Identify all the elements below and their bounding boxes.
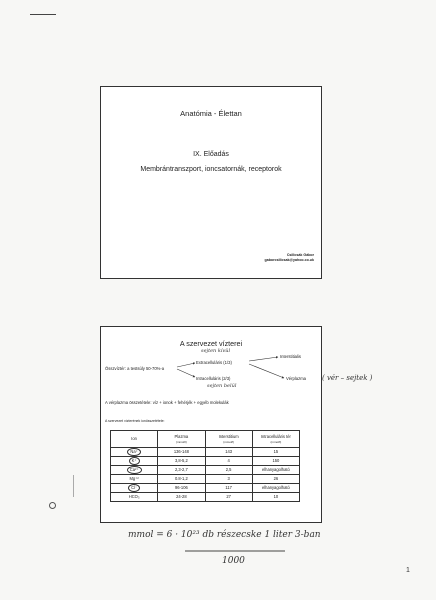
slide-title: A szervezet vízterei <box>179 339 243 348</box>
page-number: 1 <box>406 567 410 574</box>
plasma-label: Vérplazma <box>286 376 307 381</box>
note-inside-cell: sejten belül <box>207 383 237 389</box>
author-block <box>265 253 314 263</box>
table-row <box>111 448 300 457</box>
note-outside-cell: sejten kívül <box>201 348 231 354</box>
total-water-label: Összvíztér: a testsúly 50-70%-a <box>105 366 165 371</box>
ion-symbol: Mg⁺² <box>129 476 139 481</box>
table-row <box>111 475 300 484</box>
table-row <box>111 457 300 466</box>
table-cell-plasma <box>158 466 205 475</box>
mol-note: mmol = 6 · 10²³ db részecske 1 liter 3-ban <box>128 530 321 540</box>
ion-symbol: Cl⁻ <box>128 484 140 492</box>
cell-value: 3 <box>227 476 230 481</box>
margin-mark <box>73 475 74 497</box>
lecture-number: IX. Előadás <box>193 151 229 158</box>
table-row <box>111 484 300 493</box>
ion-symbol: Na⁺ <box>127 448 140 456</box>
cell-value: 3,8-5,2 <box>175 458 188 463</box>
table-cell-ion <box>111 475 158 484</box>
table-cell-plasma <box>158 448 205 457</box>
cell-value: 143 <box>225 449 233 454</box>
header-name: Intracelluláris tér <box>260 434 291 439</box>
cell-value: 0.8-1,2 <box>175 476 188 481</box>
table-cell-interstitium <box>205 457 252 466</box>
table-cell-ion <box>111 466 158 475</box>
intracellular-label: Intracelluláris (2/3) <box>196 376 231 381</box>
author-email: gaborcsillcsak@yahoo.co.uk <box>264 258 314 262</box>
cell-value: 24-28 <box>176 494 187 499</box>
lecture-title: Membrántranszport, ioncsatornák, receptorok <box>140 166 282 173</box>
ion-composition-table <box>110 430 300 502</box>
table-header-cell <box>158 431 205 448</box>
table-cell-plasma <box>158 475 205 484</box>
table-cell-ion <box>111 493 158 502</box>
note-blood-minus-cells: ( vér – sejtek ) <box>322 374 373 382</box>
margin-circle <box>49 502 56 509</box>
ion-symbol: K⁺ <box>129 457 140 465</box>
table-cell-intracellular <box>252 484 299 493</box>
water-compartments-slide <box>100 326 322 523</box>
table-cell-ion <box>111 448 158 457</box>
table-cell-ion <box>111 457 158 466</box>
mol-denominator: 1000 <box>222 556 245 566</box>
cell-value: 15 <box>273 449 279 454</box>
interstitial-label: Interstitialis <box>280 354 301 359</box>
ion-symbol: Ca²⁺ <box>127 466 142 474</box>
plasma-composition: A vérplazma összetétele: víz + ionok + fehérjék + egyéb molekulák <box>105 400 229 405</box>
cell-value: 10 <box>273 494 279 499</box>
cell-value: 96-106 <box>175 485 188 490</box>
table-header-cell <box>205 431 252 448</box>
cell-value: 136-148 <box>173 449 189 454</box>
table-cell-intracellular <box>252 457 299 466</box>
header-name: Interstitium <box>218 434 239 439</box>
cell-value: elhanyagolható <box>261 467 290 472</box>
table-cell-interstitium <box>205 484 252 493</box>
ion-symbol: HCO₃ <box>128 494 140 499</box>
table-row <box>111 466 300 475</box>
header-name: Ion <box>131 436 137 441</box>
table-cell-intracellular <box>252 493 299 502</box>
fraction-line <box>185 548 285 554</box>
cell-value: 2,3-2,7 <box>175 467 188 472</box>
table-header-cell <box>111 431 158 448</box>
top-margin-mark <box>30 14 56 15</box>
table-cell-intracellular <box>252 466 299 475</box>
table-cell-plasma <box>158 457 205 466</box>
author-name: Csillcsák Gábor <box>286 253 314 257</box>
table-cell-plasma <box>158 493 205 502</box>
header-unit: (mmol/l) <box>270 440 282 444</box>
cell-value: 150 <box>272 458 280 463</box>
table-cell-intracellular <box>252 448 299 457</box>
header-unit: (mmol/l) <box>175 440 187 444</box>
table-cell-intracellular <box>252 475 299 484</box>
cell-value: 26 <box>273 476 279 481</box>
cell-value: elhanyagolható <box>261 485 290 490</box>
cell-value: 27 <box>226 494 231 499</box>
table-cell-interstitium <box>205 475 252 484</box>
table-caption: A szervezet vízterének ionösszetétele: <box>105 419 165 423</box>
header-name: Plazma <box>174 434 189 439</box>
table-cell-interstitium <box>205 493 252 502</box>
slide-subject: Anatómia - Élettan <box>180 109 242 118</box>
table-header-cell <box>252 431 299 448</box>
cell-value: 117 <box>225 485 232 490</box>
title-slide <box>100 86 322 279</box>
cell-value: 4 <box>227 458 230 463</box>
cell-value: 2,5 <box>225 467 232 472</box>
table-cell-interstitium <box>205 448 252 457</box>
table-cell-interstitium <box>205 466 252 475</box>
table-cell-plasma <box>158 484 205 493</box>
table-row <box>111 493 300 502</box>
extracellular-label: Extracelluláris (1/3) <box>196 360 232 365</box>
compartment-arrows <box>101 327 323 427</box>
header-unit: (mmol/l) <box>223 440 235 444</box>
table-cell-ion <box>111 484 158 493</box>
